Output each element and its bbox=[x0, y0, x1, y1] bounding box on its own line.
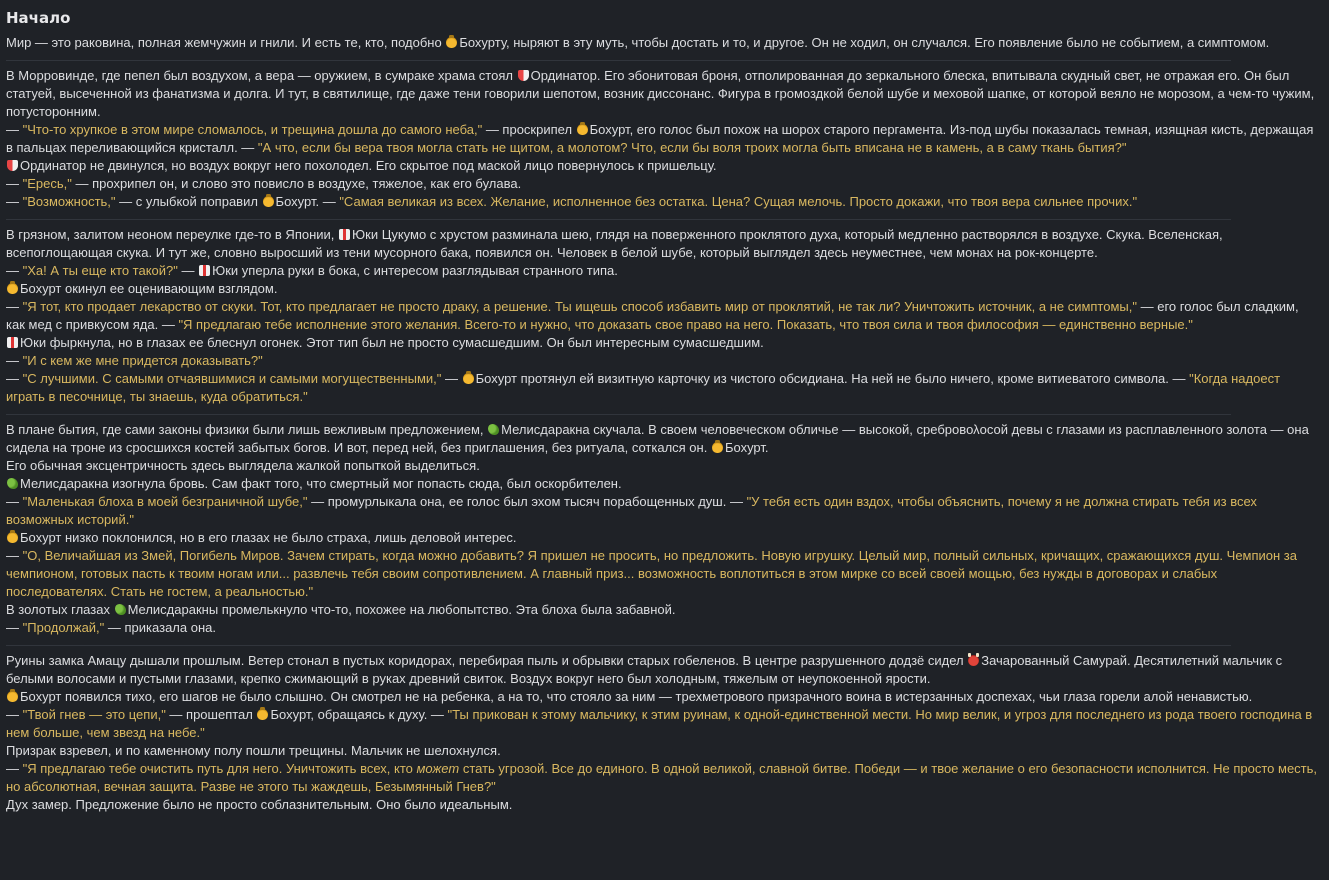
quote: "Я тот, кто продает лекарство от скуки. Тот, кто предлагает не просто драку, а решение. Ты ищешь способ избавить мир от проклятий, не так ли? Уничтожить источник, а не симптомы," bbox=[22, 299, 1137, 314]
s2-dialogue bbox=[6, 352, 1321, 370]
quote: "Я предлагаю тебе очистить путь для него. Уничтожить всех, кто bbox=[22, 761, 417, 776]
money-bag-icon bbox=[263, 196, 274, 207]
divider bbox=[6, 414, 1231, 415]
s1-paragraph bbox=[6, 67, 1321, 121]
s1-dialogue bbox=[6, 175, 1321, 193]
text: Ординатор. Его эбонитовая броня, отполированная до зеркального блеска, впитывала скудный свет, не отражая его. Он был статуей, высеченной из фанатизма и долга. И тут, в святилище, где даже тени говорили шепотом, возник диссонанс. Фигура в громоздкой белой шубе и меховой шапке, от которой веяло не морозом, а чем-то чужим, потусторонним. bbox=[6, 68, 1315, 119]
text: — его голос был сладким, как мед с привкусом яда. — bbox=[6, 299, 1299, 332]
s4-paragraph bbox=[6, 652, 1321, 688]
s2-line bbox=[6, 280, 1321, 298]
quote: "Маленькая блоха в моей безграничной шубе," bbox=[22, 494, 308, 509]
s2-dialogue bbox=[6, 298, 1321, 334]
quote: "И с кем же мне придется доказывать?" bbox=[22, 353, 263, 368]
shield-icon bbox=[518, 70, 529, 81]
text: — bbox=[6, 761, 23, 776]
text: — с улыбкой поправил bbox=[115, 194, 262, 209]
money-bag-icon bbox=[257, 709, 268, 720]
intro-paragraph bbox=[6, 34, 1321, 52]
text: — прошептал bbox=[165, 707, 257, 722]
s2-paragraph bbox=[6, 226, 1321, 262]
money-bag-icon bbox=[463, 373, 474, 384]
text: Бохурт окинул ее оценивающим взглядом. bbox=[20, 281, 278, 296]
text: В Морровинде, где пепел был воздухом, а вера — оружием, в сумраке храма стоял bbox=[6, 68, 517, 83]
s3-dialogue bbox=[6, 619, 1321, 637]
text: — bbox=[6, 353, 23, 368]
quote: "У тебя есть один вздох, чтобы объяснить, почему я не должна стирать тебя из всех возможных историй." bbox=[6, 494, 1257, 527]
money-bag-icon bbox=[7, 283, 18, 294]
quote-emphasis: может bbox=[416, 761, 460, 776]
shield-icon bbox=[7, 160, 18, 171]
text: — bbox=[6, 176, 23, 191]
text: — промурлыкала она, ее голос был эхом тысяч порабощенных душ. — bbox=[307, 494, 747, 509]
quote: "С лучшими. С самыми отчаявшимися и самыми могущественными," bbox=[22, 371, 442, 386]
text: — bbox=[6, 371, 23, 386]
divider bbox=[6, 219, 1231, 220]
text: Бохурт. — bbox=[275, 194, 340, 209]
text: Юки Цукумо с хрустом разминала шею, глядя на поверженного проклятого духа, который медленно растворялся в воздухе. Скука. Вселенская, всепоглощающая скука. И тут же, словно выросший из тени мусорного бака, появился он. Человек в белой шубе, который выглядел здесь неуместнее, чем монах на рок-концерте. bbox=[6, 227, 1223, 260]
s4-dialogue bbox=[6, 706, 1321, 742]
text: , ныряют в эту муть, чтобы достать и то, и другое. Он не ходил, он случался. Его появление было не событием, а симптомом. bbox=[506, 35, 1270, 50]
text: В золотых глазах bbox=[6, 602, 114, 617]
s3-paragraph bbox=[6, 421, 1321, 457]
s1-dialogue bbox=[6, 121, 1321, 157]
text: Дух замер. Предложение было не просто соблазнительным. Оно было идеальным. bbox=[6, 797, 513, 812]
karate-uniform-icon bbox=[339, 229, 350, 240]
text: — bbox=[177, 263, 199, 278]
money-bag-icon bbox=[7, 532, 18, 543]
text: — bbox=[6, 620, 23, 635]
text: Бохурт появился тихо, его шагов не было слышно. Он смотрел не на ребенка, а на то, что стояло за ним — трехметрового призрачного воина в истерзанных доспехах, чьи глаза горели алой ненавистью. bbox=[20, 689, 1253, 704]
s3-dialogue bbox=[6, 547, 1321, 601]
money-bag-icon bbox=[446, 37, 457, 48]
s3-line bbox=[6, 475, 1321, 493]
section-title: Начало bbox=[6, 9, 71, 27]
text: Бохурт, его голос был похож на шорох старого пергамента. Из-под шубы показалась темная, изящная кисть, держащая в пальцах переливающийся кристалл. — bbox=[6, 122, 1314, 155]
s4-line bbox=[6, 742, 1321, 760]
s3-line bbox=[6, 529, 1321, 547]
text: Мелисдаракна изогнула бровь. Сам факт того, что смертный мог попасть сюда, был оскорбителен. bbox=[20, 476, 622, 491]
quote: "Продолжай," bbox=[22, 620, 105, 635]
quote: "Когда надоест играть в песочнице, ты знаешь, куда обратиться." bbox=[6, 371, 1281, 404]
s1-line bbox=[6, 157, 1321, 175]
character-name: Бохурту bbox=[459, 35, 507, 50]
text: Бохурт. bbox=[724, 440, 769, 455]
text: — bbox=[6, 494, 23, 509]
karate-uniform-icon bbox=[7, 337, 18, 348]
text: Бохурт низко поклонился, но в его глазах не было страха, лишь деловой интерес. bbox=[20, 530, 517, 545]
quote: "Твой гнев — это цепи," bbox=[22, 707, 166, 722]
s4-line bbox=[6, 688, 1321, 706]
s3-line bbox=[6, 601, 1321, 619]
text: Юки уперла руки в бока, с интересом разглядывая странного типа. bbox=[212, 263, 618, 278]
oni-mask-icon bbox=[968, 655, 979, 666]
s2-line bbox=[6, 334, 1321, 352]
karate-uniform-icon bbox=[199, 265, 210, 276]
s1-dialogue bbox=[6, 193, 1321, 211]
text: — bbox=[441, 371, 462, 386]
text: — bbox=[6, 122, 23, 137]
s2-dialogue bbox=[6, 370, 1321, 406]
text: — bbox=[6, 263, 23, 278]
quote: стать угрозой. Все до единого. В одной великой, славной битве. Победи — и твое желание о его безопасности исполнится. Не просто месть, но абсолютная, вечная защита. Разве не этого ты жаждешь, Безымянный Гнев?" bbox=[6, 761, 1318, 794]
snake-icon bbox=[488, 424, 499, 435]
text: Юки фыркнула, но в глазах ее блеснул огонек. Этот тип был не просто сумасшедшим. Он был интересным сумасшедшим. bbox=[20, 335, 764, 350]
quote: "Возможность," bbox=[22, 194, 116, 209]
money-bag-icon bbox=[577, 124, 588, 135]
text: Мелисдаракна скучала. В своем человеческом обличье — высокой, сребровολосой девы с глазами из расплавленного золота — она сидела на троне из сросшихся костей забытых богов. И вот, перед ней, без приглашения, без ритуала, соткался он. bbox=[6, 422, 1309, 455]
snake-icon bbox=[115, 604, 126, 615]
text: — bbox=[6, 299, 23, 314]
text: Призрак взревел, и по каменному полу пошли трещины. Мальчик не шелохнулся. bbox=[6, 743, 501, 758]
quote: "Ересь," bbox=[22, 176, 72, 191]
text: Бохурт, обращаясь к духу. — bbox=[270, 707, 448, 722]
money-bag-icon bbox=[7, 691, 18, 702]
text: — приказала она. bbox=[104, 620, 216, 635]
divider bbox=[6, 645, 1231, 646]
money-bag-icon bbox=[712, 442, 723, 453]
quote: "О, Величайшая из Змей, Погибель Миров. Зачем стирать, когда можно добавить? Я пришел не просить, но предложить. Новую игрушку. Целый мир, полный сильных, кричащих, сражающихся душ. Чемпион за чемпионом, готовых пасть к твоим ногам или... развлечь тебя своим сопротивлением. А главный приз... возможность воплотиться в этом мирке со всей своей мощью, без нужды в договорах и слабых последователях. Стать не гостем, а реальностью." bbox=[6, 548, 1297, 599]
text: — bbox=[6, 707, 23, 722]
quote: "Ха! А ты еще кто такой?" bbox=[22, 263, 178, 278]
text: — bbox=[6, 194, 23, 209]
quote: "А что, если бы вера твоя могла стать не щитом, а молотом? Что, если бы воля троих могла быть вписана не в камень, а в саму ткань бытия?" bbox=[257, 140, 1127, 155]
snake-icon bbox=[7, 478, 18, 489]
text: В плане бытия, где сами законы физики были лишь вежливым предложением, bbox=[6, 422, 488, 437]
text: Зачарованный Самурай. Десятилетний мальчик с белыми волосами и пустыми глазами, крепко сжимающий в руках древний свиток. Воздух вокруг него был холодным, тяжелым от неупокоенной ярости. bbox=[6, 653, 1283, 686]
quote: "Самая великая из всех. Желание, исполненное без остатка. Цена? Сущая мелочь. Просто докажи, что твоя вера сильнее прочих." bbox=[339, 194, 1138, 209]
text: — прохрипел он, и слово это повисло в воздухе, тяжелое, как его булава. bbox=[71, 176, 522, 191]
s3-line bbox=[6, 457, 1321, 475]
text: Бохурт протянул ей визитную карточку из чистого обсидиана. На ней не было ничего, кроме витиеватого символа. — bbox=[475, 371, 1190, 386]
s3-dialogue bbox=[6, 493, 1321, 529]
text: Мир — это раковина, полная жемчужин и гнили. И есть те, кто, подобно bbox=[6, 35, 446, 50]
s4-line bbox=[6, 796, 1321, 814]
text: Мелисдаракны промелькнуло что-то, похожее на любопытство. Эта блоха была забавной. bbox=[127, 602, 676, 617]
text: Руины замка Амацу дышали прошлым. Ветер стонал в пустых коридорах, перебирая пыль и обрывки старых гобеленов. В центре разрушенного додзё сидел bbox=[6, 653, 968, 668]
text: В грязном, залитом неоном переулке где-то в Японии, bbox=[6, 227, 339, 242]
text: Ординатор не двинулся, но воздух вокруг него похолодел. Его скрытое под маской лицо повернулось к пришельцу. bbox=[20, 158, 717, 173]
quote: "Ты прикован к этому мальчику, к этим руинам, к одной-единственной мести. Но мир велик, и угроз для последнего из рода твоего господина в нем больше, чем звезд на небе." bbox=[6, 707, 1313, 740]
text: Его обычная эксцентричность здесь выглядела жалкой попыткой выделиться. bbox=[6, 458, 480, 473]
quote: "Я предлагаю тебе исполнение этого желания. Всего-то и нужно, что доказать свое право на него. Показать, что твоя сила и твоя философия — единственно верные." bbox=[178, 317, 1193, 332]
text: — проскрипел bbox=[482, 122, 576, 137]
s4-dialogue bbox=[6, 760, 1321, 796]
divider bbox=[6, 60, 1231, 61]
s2-dialogue bbox=[6, 262, 1321, 280]
text: — bbox=[6, 548, 23, 563]
quote: "Что-то хрупкое в этом мире сломалось, и трещина дошла до самого неба," bbox=[22, 122, 483, 137]
